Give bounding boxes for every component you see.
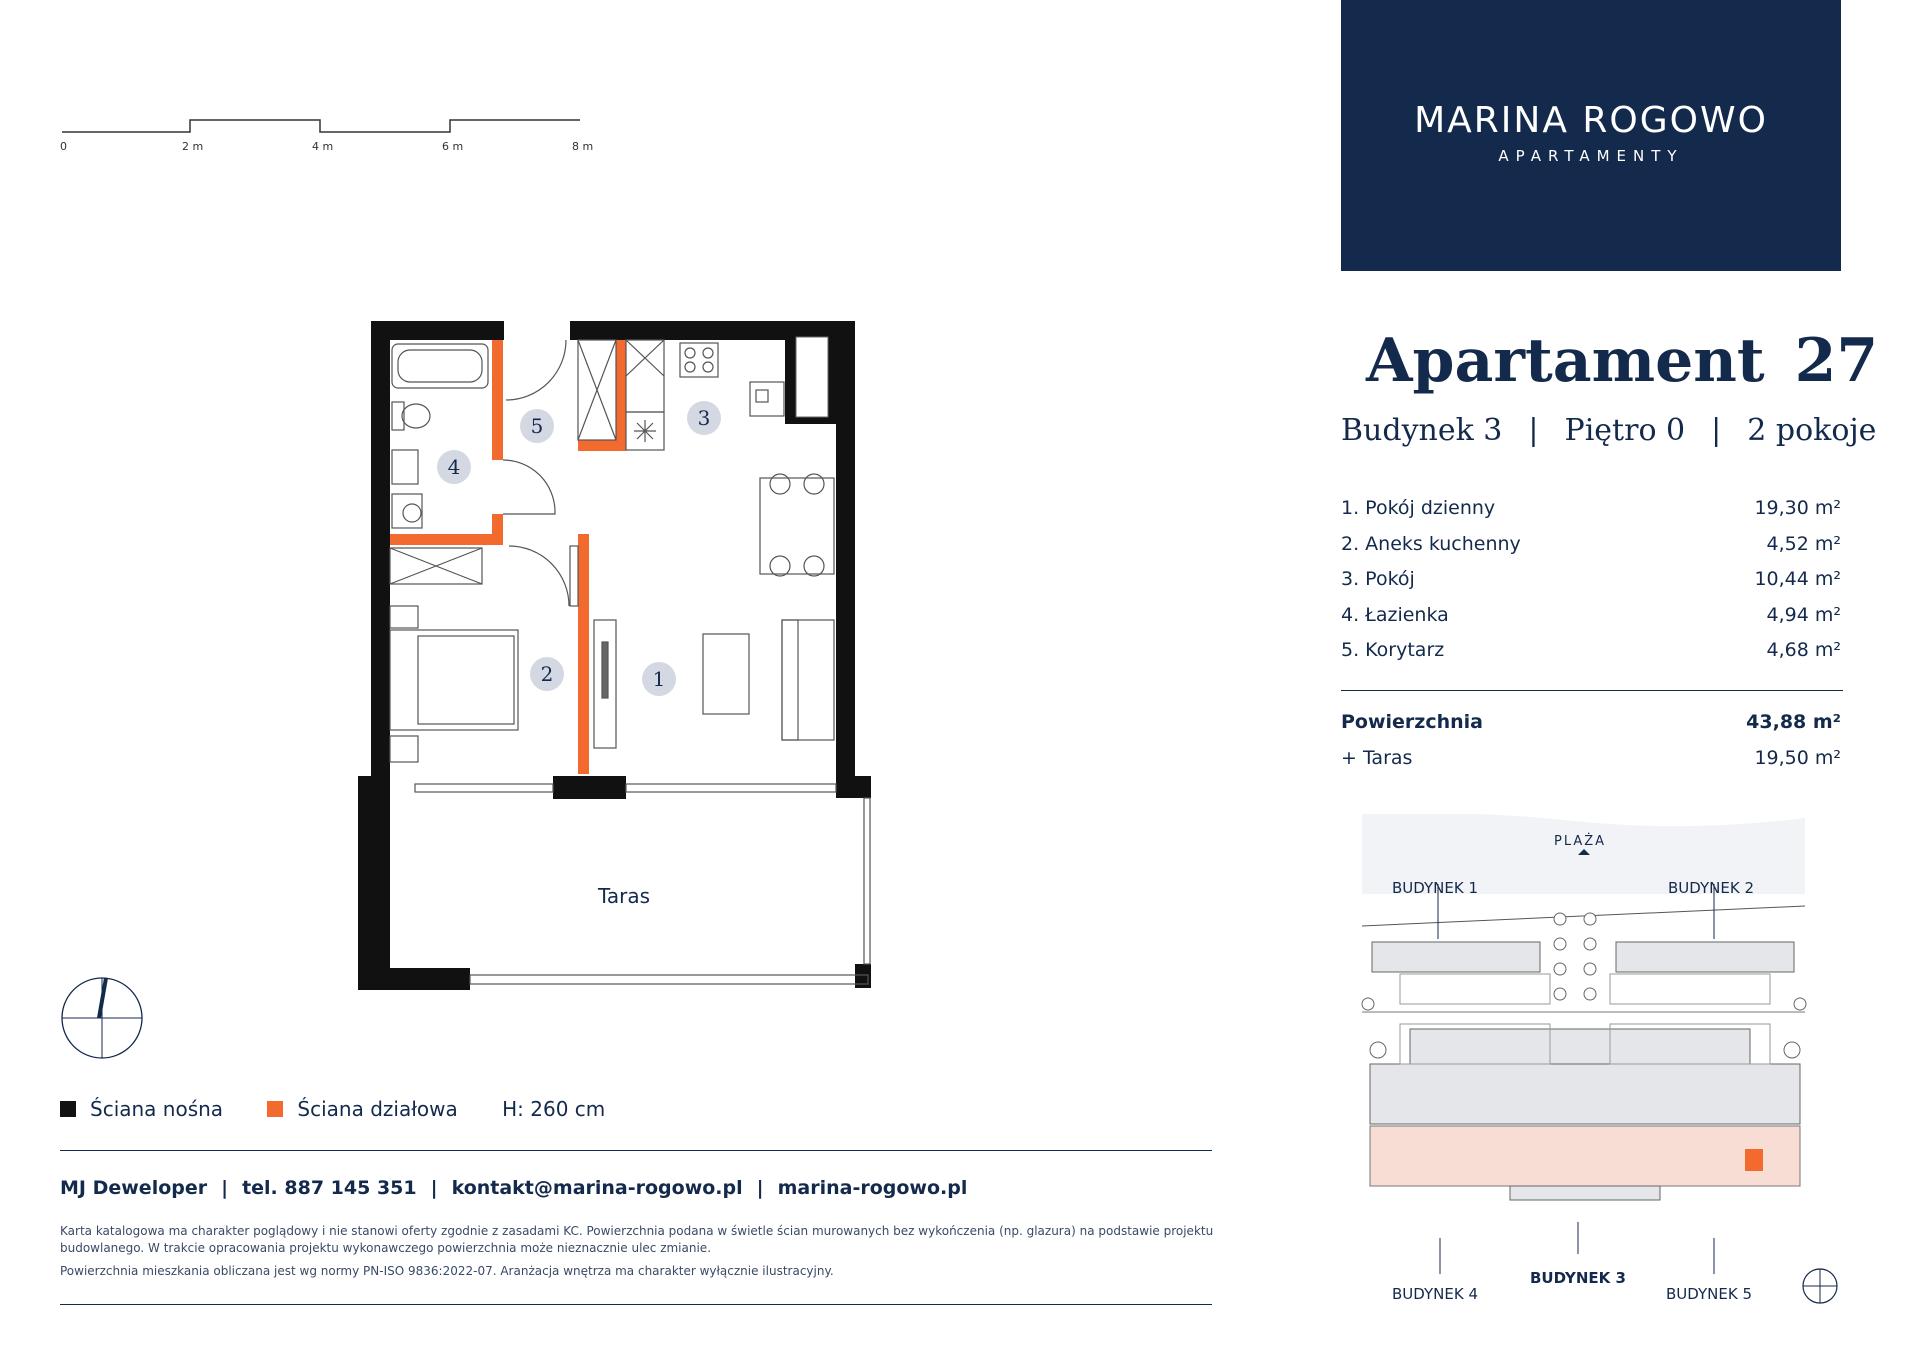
site-label-building: BUDYNEK 5 xyxy=(1666,1285,1753,1303)
room-label: 1. Pokój dzienny xyxy=(1341,497,1496,519)
room-area: 4,94 m² xyxy=(1766,603,1841,626)
scale-label-4m: 4 m xyxy=(312,140,334,153)
building-label: Budynek 3 xyxy=(1341,413,1503,448)
site-plan xyxy=(1360,814,1810,1314)
site-label-beach: PLAŻA xyxy=(1554,834,1607,849)
room-marker-label: 2 xyxy=(540,662,554,686)
floor-label: Piętro 0 xyxy=(1564,413,1686,448)
rooms-list xyxy=(1341,497,1841,675)
room-row xyxy=(1341,533,1841,569)
floor-plan xyxy=(355,315,875,995)
terrace-label: Taras xyxy=(597,884,651,908)
scale-bar-graphic xyxy=(60,112,600,140)
room-area: 19,30 m² xyxy=(1754,497,1841,519)
rooms-count-label: 2 pokoje xyxy=(1747,413,1877,448)
room-row xyxy=(1341,497,1841,533)
legend-height: H: 260 cm xyxy=(502,1097,606,1121)
phone-link[interactable]: tel. 887 145 351 xyxy=(242,1177,417,1199)
room-label: 2. Aneks kuchenny xyxy=(1341,532,1521,555)
total-area-label: Powierzchnia xyxy=(1341,711,1484,733)
contact-bar xyxy=(60,1177,967,1199)
legend-load-bearing xyxy=(60,1097,223,1121)
site-label-building: BUDYNEK 3 xyxy=(1530,1269,1626,1287)
room-row xyxy=(1341,639,1841,675)
total-area-row xyxy=(1341,711,1841,747)
separator: | xyxy=(756,1177,764,1199)
legend-label: Ściana nośna xyxy=(90,1097,224,1121)
room-label: 5. Korytarz xyxy=(1341,639,1445,661)
wardrobe xyxy=(796,337,828,417)
scale-label-0: 0 xyxy=(60,140,67,153)
room-marker-label: 5 xyxy=(530,414,544,438)
apartment-number: 27 xyxy=(1794,326,1879,396)
apartment-title xyxy=(1366,326,1878,396)
legend-label: Ściana działowa xyxy=(297,1097,458,1121)
separator: | xyxy=(1711,413,1722,448)
brand-logo-box xyxy=(1341,0,1841,271)
scale-label-2m: 2 m xyxy=(182,140,204,153)
room-row xyxy=(1341,568,1841,604)
disclaimer-line: Karta katalogowa ma charakter poglądowy i nie stanowi oferty zgodnie z zasadami KC. Powierzchnia podana w świetle ścian murowanych bez wykończenia (np. glazura) na podstawie projektu budowlanego. W trakcie opracowania projektu wykonawczego powierzchnia może nieznacznie ulec zmianie. xyxy=(60,1224,1214,1255)
site-label-building: BUDYNEK 2 xyxy=(1668,879,1755,897)
area-summary xyxy=(1341,711,1841,783)
apartment-title-word: Apartament xyxy=(1366,326,1765,396)
website-link[interactable]: marina-rogowo.pl xyxy=(777,1177,968,1199)
legend xyxy=(60,1097,643,1121)
terrace-area-value: 19,50 m² xyxy=(1754,747,1841,769)
rooms-divider xyxy=(1341,690,1843,691)
apartment-subtitle xyxy=(1341,413,1876,448)
room-label: 3. Pokój xyxy=(1341,568,1415,590)
room-area: 10,44 m² xyxy=(1754,568,1841,590)
scale-label-8m: 8 m xyxy=(572,140,594,153)
partition-walls xyxy=(390,340,626,774)
site-compass-icon xyxy=(1800,1266,1840,1306)
legend-swatch-orange xyxy=(267,1101,283,1117)
footer-divider-top xyxy=(60,1150,1212,1151)
scale-bar xyxy=(60,112,600,162)
total-area-value: 43,88 m² xyxy=(1746,711,1841,733)
room-marker-label: 1 xyxy=(652,667,666,691)
terrace-area-row xyxy=(1341,747,1841,783)
footer-divider-bottom xyxy=(60,1304,1212,1305)
room-area: 4,68 m² xyxy=(1766,639,1841,661)
separator: | xyxy=(1528,413,1539,448)
site-label-building: BUDYNEK 1 xyxy=(1392,879,1479,897)
room-marker-label: 3 xyxy=(697,406,711,430)
scale-label-6m: 6 m xyxy=(442,140,464,153)
room-area: 4,52 m² xyxy=(1766,532,1841,555)
site-label-building: BUDYNEK 4 xyxy=(1392,1285,1479,1303)
room-label: 4. Łazienka xyxy=(1341,603,1449,626)
room-row xyxy=(1341,604,1841,640)
brand-name: MARINA ROGOWO xyxy=(1414,100,1768,141)
brand-subtitle: APARTAMENTY xyxy=(1498,147,1684,165)
disclaimer xyxy=(60,1223,1230,1286)
compass-icon xyxy=(58,976,146,1064)
separator: | xyxy=(430,1177,438,1199)
disclaimer-line: Powierzchnia mieszkania obliczana jest wg normy PN-ISO 9836:2022-07. Aranżacja wnętrza ma charakter wyłącznie ilustracyjny. xyxy=(60,1264,834,1278)
separator: | xyxy=(221,1177,229,1199)
legend-partition xyxy=(267,1097,457,1121)
company-name: MJ Deweloper xyxy=(60,1177,208,1199)
terrace-area-label: + Taras xyxy=(1341,747,1413,769)
legend-swatch-black xyxy=(60,1101,76,1117)
email-link[interactable]: kontakt@marina-rogowo.pl xyxy=(451,1177,743,1199)
room-marker-label: 4 xyxy=(447,455,461,479)
